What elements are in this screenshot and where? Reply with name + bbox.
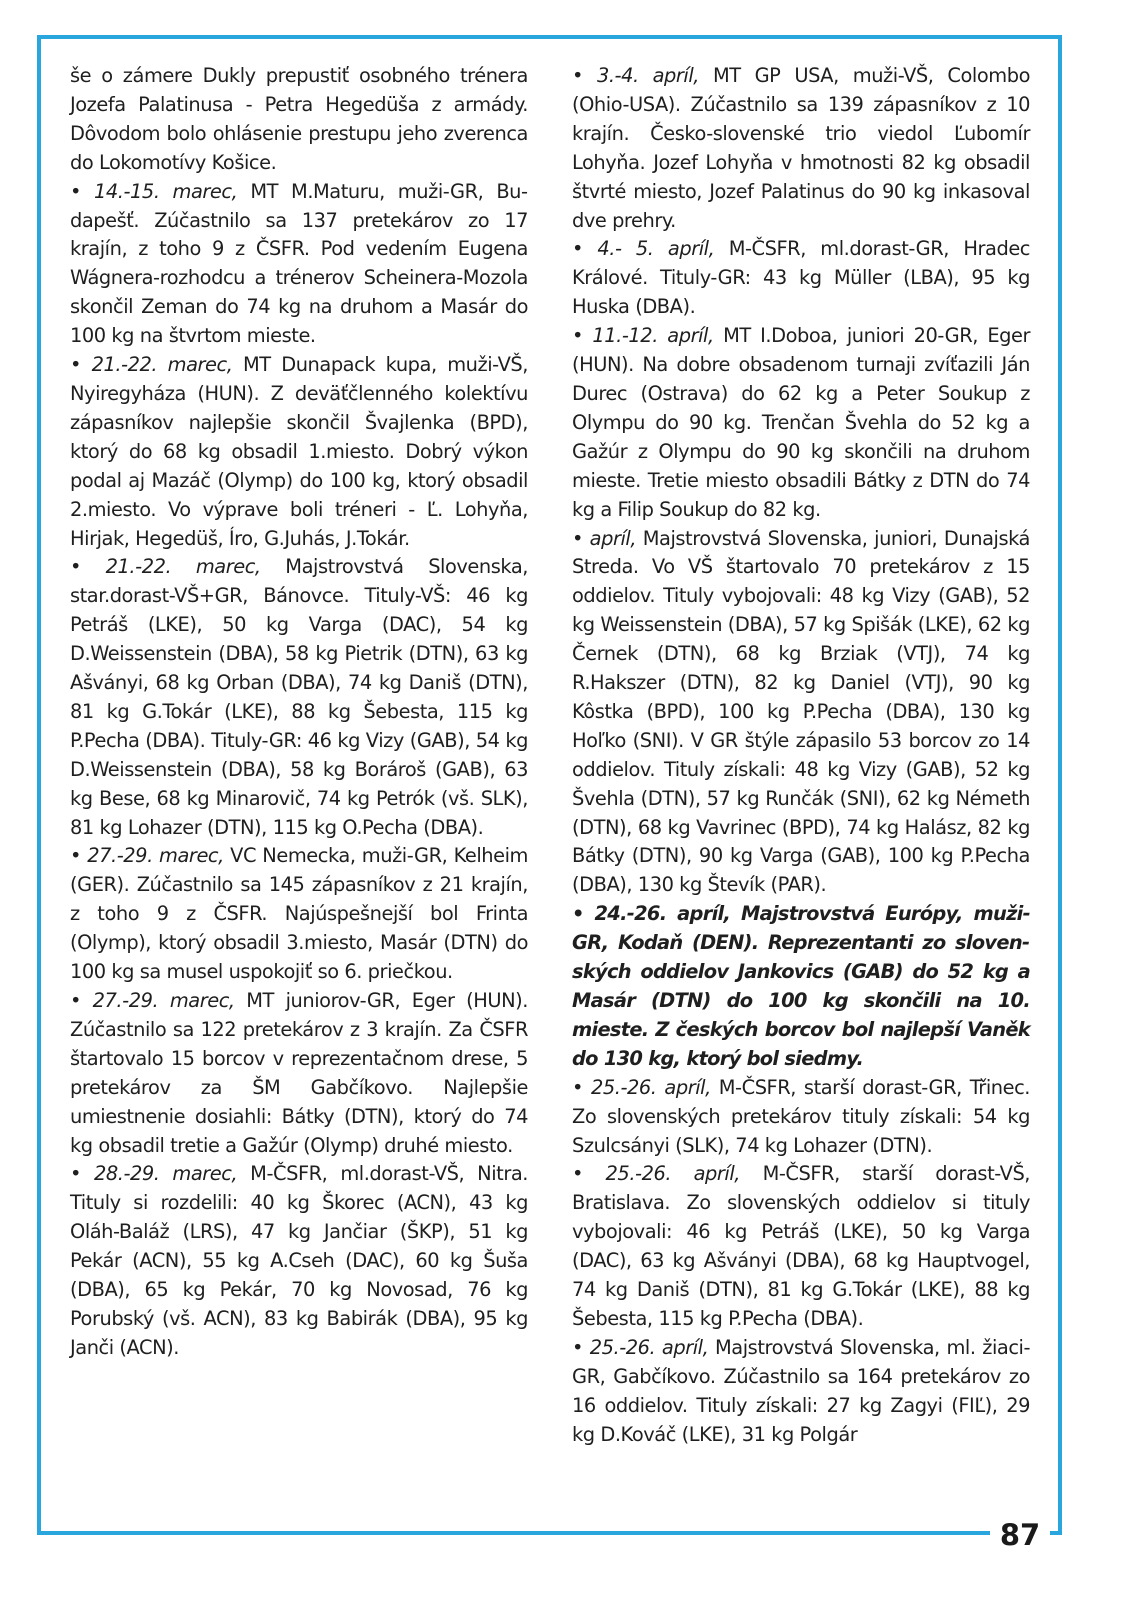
event-date: 25.-26. apríl, [589, 1335, 709, 1359]
event-date: 21.-22. marec, [91, 353, 233, 377]
bullet: • [70, 555, 81, 579]
highlighted-paragraph [572, 900, 1030, 1073]
article-paragraph [572, 525, 1030, 901]
bullet: • [572, 902, 584, 926]
article-paragraph [70, 351, 528, 553]
bullet: • [70, 353, 81, 377]
article-paragraph [70, 1160, 528, 1362]
event-date: 3.-4. apríl, [596, 64, 700, 87]
event-date: apríl, [589, 526, 637, 550]
paragraph-text: Majstrovstvá Európy, muži-GR, Kodaň (DEN). Reprezentanti zo slovenských oddielov Jankovics (GAB) do 52 kg a Masár (DTN) do 100 kg skončili na 10. mieste. Z českých borcov bol najlepší Vaněk do 130 kg, ktorý bol siedmy. [572, 902, 1030, 1070]
article-paragraph [70, 553, 528, 842]
article-paragraph [572, 1334, 1030, 1450]
right-column [572, 62, 1030, 1450]
bullet: • [572, 1075, 583, 1099]
article-paragraph [70, 62, 528, 178]
bullet: • [572, 1335, 583, 1359]
article-paragraph [70, 178, 528, 351]
paragraph-text: M-ČSFR, starší dorast-VŠ, Bratislava. Zo slovenských oddielov si tituly vybojovali: 46 kg Petráš (LKE), 50 kg Varga (DAC), 63 kg Ašványi (DBA), 68 kg Hauptvogel, 74 kg Daniš (DTN), 81 kg G.Tokár (LKE), 88 kg Šebesta, 115 kg P.Pecha (DBA). [572, 1162, 1031, 1330]
paragraph-text: Majstrovstvá Slovenska, juniori, Dunajská Streda. Vo VŠ štartovalo 70 pretekárov z 15 oddielov. Tituly vybojovali: 48 kg Vizy (GAB), 52 kg Weissenstein (DBA), 57 kg Spišák (LKE), 62 kg Černek (DTN), 68 kg Brziak (VTJ), 74 kg R.Hakszer (DTN), 82 kg Daniel (VTJ), 90 kg Kôstka (BPD), 100 kg P.Pecha (DBA), 130 kg Hoľko (SNI). V GR štýle zápasilo 53 borcov zo 14 oddielov. Tituly získali: 48 kg Vizy (GAB), 52 kg Švehla (DTN), 57 kg Runčák (SNI), 62 kg Németh (DTN), 68 kg Vavrinec (BPD), 74 kg Halász, 82 kg Bátky (DTN), 90 kg Varga (GAB), 100 kg P.Pecha (DBA), 130 kg Števík (PAR). [572, 526, 1030, 897]
paragraph-text: MT I.Doboa, juniori 20-GR, Eger (HUN). Na dobre obsadenom turnaji zvíťazili Ján Durec (Ostrava) do 62 kg a Peter Soukup z Olympu do 90 kg. Trenčan Švehla do 52 kg a Gažúr z Olympu do 90 kg skončili na druhom mieste. Tretie miesto obsadili Bátky z DTN do 74 kg a Filip Soukup do 82 kg. [572, 324, 1031, 521]
bullet: • [70, 179, 81, 203]
bullet: • [70, 1162, 81, 1186]
paragraph-text: še o zámere Dukly prepustiť osobného trénera Jozefa Palatinusa - Petra Hegedüša z armády. Dôvodom bolo ohlásenie prestupu jeho zverenca do Lokomotívy Košice. [70, 64, 528, 174]
event-date: 11.-12. apríl, [592, 324, 714, 348]
event-date: 27.-29. marec, [87, 844, 224, 868]
event-date: 14.-15. marec, [94, 179, 238, 203]
bullet: • [572, 237, 583, 261]
left-column [70, 62, 528, 1363]
article-paragraph [572, 1160, 1030, 1333]
paragraph-text: MT GP USA, muži-VŠ, Colombo (Ohio-USA). Zúčastnilo sa 139 zápasníkov z 10 krajín. Česko-slovenské trio viedol Ľubomír Lohyňa. Jozef Lohyňa v hmotnosti 82 kg obsadil štvrté miesto, Jozef Palatinus do 90 kg inkasoval dve prehry. [572, 64, 1030, 232]
bullet: • [70, 844, 81, 868]
paragraph-text: M-ČSFR, ml.dorast-VŠ, Nitra. Tituly si rozdelili: 40 kg Škorec (ACN), 43 kg Oláh-Baláž (LRS), 47 kg Jančiar (ŠKP), 51 kg Pekár (ACN), 55 kg A.Cseh (DAC), 60 kg Šuša (DBA), 65 kg Pekár, 70 kg Novosad, 76 kg Porubský (vš. ACN), 83 kg Babirák (DBA), 95 kg Janči (ACN). [70, 1162, 528, 1359]
article-paragraph [70, 987, 528, 1160]
event-date: 27.-29. marec, [92, 989, 235, 1012]
paragraph-text: M-ČSFR, ml.dorast-GR, Hradec Králové. Tituly-GR: 43 kg Müller (LBA), 95 kg Huska (DBA). [572, 237, 1031, 319]
article-paragraph [572, 62, 1030, 235]
event-date: 21.-22. marec, [105, 555, 261, 579]
page-number: 87 [990, 1512, 1050, 1558]
event-date: 28.-29. marec, [93, 1162, 238, 1186]
paragraph-text: M-ČSFR, starší dorast-GR, Třinec. Zo slovenských pretekárov tituly získali: 54 kg Szulcsányi (SLK), 74 kg Lohazer (DTN). [572, 1075, 1031, 1157]
article-paragraph [572, 235, 1030, 322]
article-paragraph [70, 842, 528, 987]
event-date: 4.- 5. apríl, [597, 237, 715, 261]
paragraph-text: Majstrovstvá Slovenska, star.dorast-VŠ+GR, Bánovce. Tituly-VŠ: 46 kg Petráš (LKE), 50 kg Varga (DAC), 54 kg D.Weissenstein (DBA), 58 kg Pietrik (DTN), 63 kg Ašványi, 68 kg Orban (DBA), 74 kg Daniš (DTN), 81 kg G.Tokár (LKE), 88 kg Šebesta, 115 kg P.Pecha (DBA). Tituly-GR: 46 kg Vizy (GAB), 54 kg D.Weissenstein (DBA), 58 kg Borároš (GAB), 63 kg Bese, 68 kg Minarovič, 74 kg Petrók (vš. SLK), 81 kg Lohazer (DTN), 115 kg O.Pecha (DBA). [70, 555, 528, 839]
paragraph-text: MT Dunapack kupa, muži-VŠ, Nyiregyháza (HUN). Z deväťčlenného kolektívu zápasníkov najlepšie skončil Švajlenka (BPD), ktorý do 68 kg obsadil 1.miesto. Dobrý výkon podal aj Mazáč (Olymp) do 100 kg, ktorý obsadil 2.miesto. Vo výprave boli tréneri - Ľ. Lohyňa, Hirjak, Hegedüš, Íro, G.Juhás, J.Tokár. [70, 353, 528, 550]
event-date: 24.-26. apríl, [594, 902, 731, 926]
event-date: 25.-26. apríl, [590, 1075, 711, 1099]
paragraph-text: VC Nemecka, muži-GR, Kelheim (GER). Zúčastnilo sa 145 zápasníkov z 21 krajín, z toho 9 z ČSFR. Najúspešnejší bol Frinta (Olymp), ktorý obsadil 3.miesto, Masár (DTN) do 100 kg sa musel uspokojiť so 6. priečkou. [70, 844, 528, 984]
bullet: • [572, 526, 583, 550]
paragraph-text: Majstrovstvá Slovenska, ml. žiaci-GR, Gabčíkovo. Zúčastnilo sa 164 pretekárov zo 16 oddielov. Tituly získali: 27 kg Zagyi (FIĽ), 29 kg D.Kováč (LKE), 31 kg Polgár [572, 1335, 1031, 1446]
event-date: 25.-26. apríl, [605, 1162, 741, 1186]
bullet: • [572, 64, 583, 87]
paragraph-text: MT juniorov-GR, Eger (HUN). Zúčastnilo sa 122 pretekárov z 3 krajín. Za ČSFR štartovalo 15 borcov v reprezentačnom drese, 5 pretekárov za ŠM Gabčíkovo. Najlepšie umiestnenie dosiahli: Bátky (DTN), ktorý do 74 kg obsadil tretie a Gažúr (Olymp) druhé miesto. [70, 989, 528, 1157]
bullet: • [70, 989, 81, 1012]
bullet: • [572, 324, 583, 348]
article-paragraph [572, 322, 1030, 524]
bullet: • [572, 1162, 583, 1186]
article-paragraph [572, 1074, 1030, 1161]
paragraph-text: MT M.Maturu, muži-GR, Budapešť. Zúčastnilo sa 137 pretekárov zo 17 krajín, z toho 9 z ČSFR. Pod vedením Eugena Wágnera-rozhodcu a trénerov Scheinera-Mozola skončil Zeman do 74 kg na druhom a Masár do 100 kg na štvrtom mieste. [70, 179, 529, 348]
